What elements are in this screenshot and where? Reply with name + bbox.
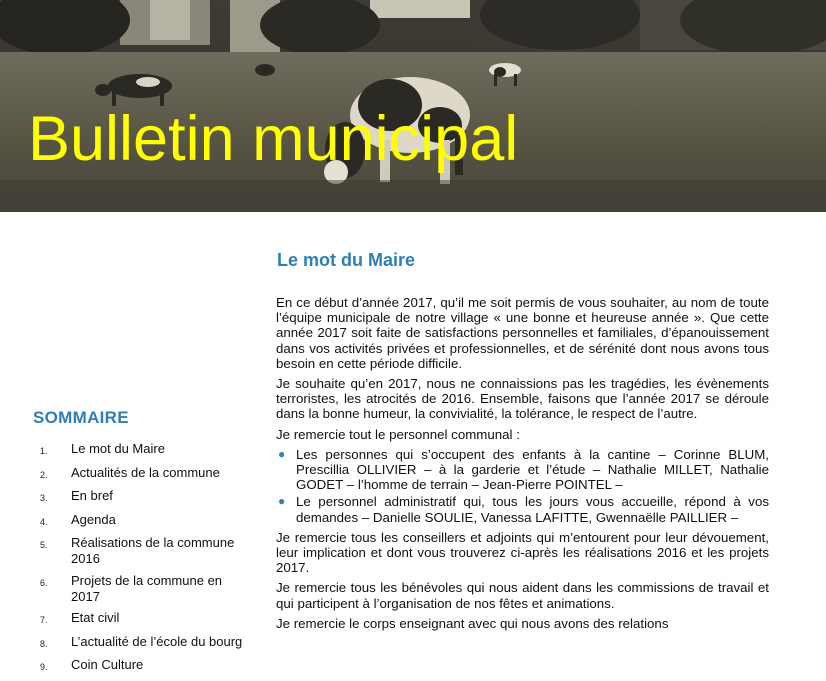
list-item	[276, 447, 769, 493]
article-title: Le mot du Maire	[277, 250, 416, 270]
item-number: 9.	[40, 662, 48, 672]
item-number: 5.	[40, 540, 48, 550]
item-label: Réalisations de la commune 2016	[71, 535, 235, 566]
item-number: 2.	[40, 469, 48, 480]
sommaire-item[interactable]	[40, 441, 250, 459]
article-paragraph: En ce début d’année 2017, qu’il me soit permis de vous souhaiter, au nom de toute l’équipe municipale de notre village « une bonne et heureuse année ». Que cette année 2017 soit faite de satisfactions personnelles et familiales, d’épanouissement dans vos activités privées et professionnelles, et de sérénité dont nous avons tous besoin en cette période difficile.	[276, 295, 769, 371]
sommaire-item[interactable]	[40, 488, 250, 506]
article-paragraph: Je souhaite qu’en 2017, nous ne connaissions pas les tragédies, les évènements terroristes, les atrocités de 2016. Ensemble, faisons que l’année 2017 se déroule dans la bonne humeur, la convivialité, la tolérance, le respect de l’autre.	[276, 376, 769, 422]
article-paragraph: Je remercie tous les conseillers et adjoints qui m’entourent pour leur dévouement, leur implication et dont vous trouverez ci-après les réalisations 2016 et les projets 2017.	[276, 529, 769, 576]
item-number: 4.	[40, 516, 48, 527]
bullet-icon: ●	[278, 446, 286, 461]
item-label: En bref	[71, 488, 113, 503]
sommaire-item[interactable]	[40, 610, 250, 628]
article-paragraph: Je remercie tous les bénévoles qui nous aident dans les commissions de travail et qui participent à l’organisation de nos fêtes et animations.	[276, 580, 769, 611]
sommaire-item[interactable]	[40, 573, 250, 605]
sommaire-item[interactable]	[40, 512, 250, 530]
bullet-icon: ●	[278, 494, 286, 509]
sommaire-item[interactable]	[40, 634, 250, 652]
bulletin-title: Bulletin municipal	[28, 104, 519, 174]
item-label: Le mot du Maire	[71, 441, 165, 456]
sommaire-item[interactable]	[40, 657, 250, 675]
sommaire-item[interactable]	[40, 465, 250, 483]
item-label: Agenda	[71, 511, 116, 527]
list-item-text: Le personnel administratif qui, tous les jours vous accueille, répond à vos demandes – Danielle SOULIE, Vanessa LAFITTE, Gwennaëlle PAILLIER –	[296, 494, 769, 525]
item-label: L’actualité de l’école du bourg	[71, 633, 243, 649]
article-paragraph: Je remercie le corps enseignant avec qui nous avons des relations	[276, 615, 669, 631]
item-number: 7.	[40, 615, 48, 625]
item-label: Projets de la commune en 2017	[71, 572, 223, 604]
item-label: Etat civil	[71, 610, 120, 625]
item-label: Coin Culture	[71, 657, 144, 672]
item-number: 1.	[40, 446, 48, 456]
item-label: Actualités de la commune	[71, 464, 220, 480]
sommaire-item[interactable]	[40, 535, 250, 567]
list-item-text: Les personnes qui s’occupent des enfants à la cantine – Corinne BLUM, Prescillia OLLIVIER – à la garderie et l’étude – Nathalie MILLET, Nathalie GODET – l’homme de terrain – Jean-Pierre POINTEL –	[296, 446, 769, 493]
item-number: 3.	[40, 493, 48, 503]
item-number: 8.	[40, 638, 48, 649]
item-number: 6.	[40, 577, 48, 588]
list-item	[276, 494, 769, 524]
article-body	[276, 295, 769, 636]
sommaire-heading: SOMMAIRE	[33, 408, 129, 427]
article-paragraph: Je remercie tout le personnel communal :	[276, 426, 520, 442]
header-banner	[0, 0, 826, 212]
sommaire-list	[40, 441, 250, 681]
staff-list	[276, 447, 769, 525]
